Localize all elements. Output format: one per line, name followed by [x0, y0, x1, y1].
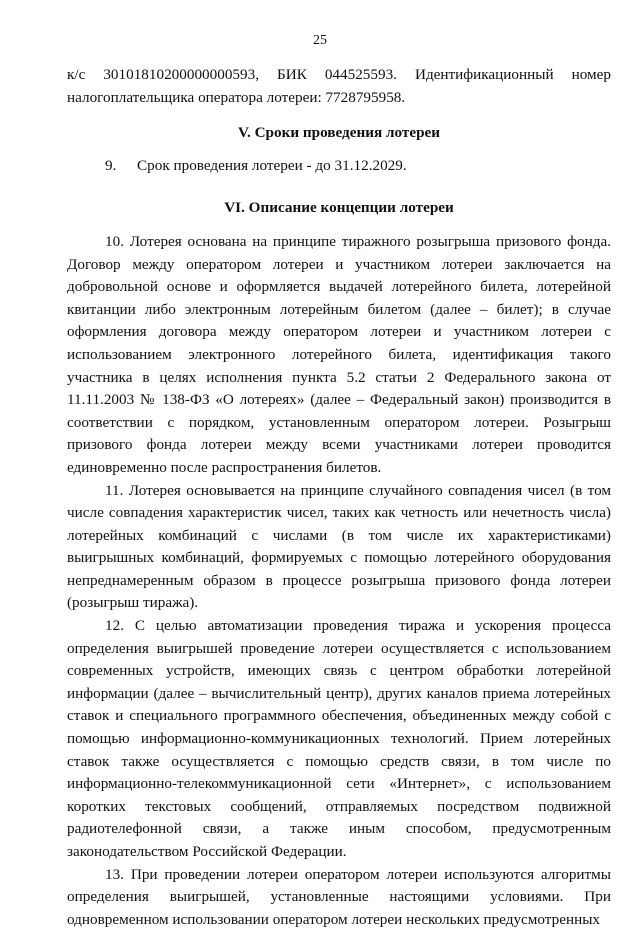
paragraph-13: 13. При проведении лотереи оператором лотереи используются алгоритмы определения выигрышей, установленные настоящими условиями. При одновременном использовании оператором лотереи нескольких предусмотренных [67, 865, 611, 928]
paragraph-11: 11. Лотерея основывается на принципе случайного совпадения чисел (в том числе совпадения характеристик чисел, таких как четность или нечетность числа) лотерейных комбинаций с числами (в том числе их характеристиками) выигрышных комбинаций, формируемых с помощью лотерейного оборудования непреднамеренным образом в процессе розыгрыша призового фонда лотереи (розыгрыш тиража). [67, 481, 611, 612]
section-6-heading: VI. Описание концепции лотереи [224, 199, 454, 217]
item-9-number: 9. [105, 156, 117, 174]
page-number: 25 [313, 33, 327, 48]
paragraph-10: 10. Лотерея основана на принципе тиражного розыгрыша призового фонда. Договор между оператором лотереи и участником лотереи заключается на добровольной основе и оформляется выдачей лотерейного билета, лотерейной квитанции либо электронным лотерейным билетом (далее – билет); в случае оформления договора между оператором лотереи и участником лотереи с использованием электронного лотерейного билета, идентификация такого участника в целях исполнения пункта 5.2 статьи 2 Федерального закона от 11.11.2003 № 138-ФЗ «О лотереях» (далее – Федеральный закон) производится в соответствии с порядком, установленным оператором лотереи. Розыгрыш призового фонда лотереи между всеми участниками лотереи проводится единовременно после распространения билетов. [67, 232, 611, 476]
section-5-heading: V. Сроки проведения лотереи [237, 124, 441, 142]
item-9-text: Срок проведения лотереи - до 31.12.2029. [137, 156, 407, 174]
paragraph-12: 12. С целью автоматизации проведения тиража и ускорения процесса определения выигрышей проведение лотереи осуществляется с использованием современных устройств, имеющих связь с центром обработки лотерейной информации (далее – вычислительный центр), других каналов приема лотерейных ставок и специального программного обеспечения, объединенных между собой с помощью информационно-коммуникационных технологий. Прием лотерейных ставок также осуществляется с помощью средств связи, в том числе по информационно-телекоммуникационной сети «Интернет», с использованием коротких текстовых сообщений, отправляемых посредством подвижной радиотелефонной связи, а также иным способом, предусмотренным законодательством Российской Федерации. [67, 617, 611, 860]
item-9 [105, 155, 611, 178]
document-body [67, 64, 611, 931]
bank-details-paragraph: к/с 30101810200000000593, БИК 044525593. Идентификационный номер налогоплательщика оператора лотереи: 7728795958. [67, 66, 611, 106]
